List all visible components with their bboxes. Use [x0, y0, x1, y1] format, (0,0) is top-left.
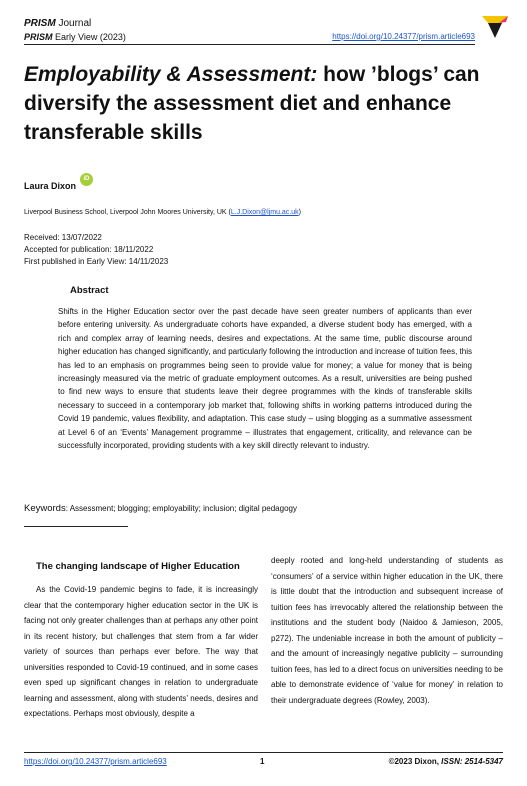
affiliation-text: Liverpool Business School, Liverpool John Moores University, UK (: [24, 209, 231, 216]
abstract-body: Shifts in the Higher Education sector over the past decade have seen greater numbers of applicants than ever before entering university. As undergraduate cohorts have expanded, a diverse student body has emerged, with a rich and complex array of learning needs, desires and expectations. At the same time, public discourse around higher education has changed significantly, and particularly following the introduction and increase of tuition fees, this has led to an emphasis on programmes being seen to provide value for money; a value for money that is being increasingly measured via the metric of graduate employment outcomes. As a result, universities are being pushed to find new ways to ensure that students leave their degree programmes with the kinds of transferable skills necessary to succeed in a contemporary job market that, following shifts in working patterns introduced during the Covid 19 pandemic, values flexibility, and adaptation. This case study – using blogging as a summative assessment at Level 6 of an ‘Events’ Management programme – illustrates that engagement, criticality, and relevance can be successfully incorporated, providing students with a key skill directly relevant to industry.: [58, 307, 472, 451]
author-email-link[interactable]: L.J.Dixon@ljmu.ac.uk: [230, 209, 299, 216]
publication-dates: [24, 232, 168, 268]
article-title-rest: how ’blogs’ can diversify the assessment diet and enhance transferable skills: [24, 63, 480, 144]
body-column-left: As the Covid-19 pandemic begins to fade, it is increasingly clear that the contemporary higher education sector in the UK is facing not only greater challenges than at perhaps any other point in its recent history, but challenges that stem from a far wider variety of sources than perhaps ever before. The way that universities responded to Covid-19 continued, and in some cases even sped up significant changes in relation to undergraduate learning and assessment, along with students’ needs, desires and expectations. Perhaps most obviously, despite a: [24, 585, 258, 718]
affiliation: [24, 209, 301, 216]
journal-name-rest: Journal: [55, 18, 92, 29]
affiliation-close: ): [298, 209, 301, 216]
section-heading: The changing landscape of Higher Education: [36, 561, 240, 572]
keywords-text: : Assessment; blogging; employability; inclusion; digital pedagogy: [65, 504, 297, 513]
header-doi-link[interactable]: https://doi.org/10.24377/prism.article693: [332, 32, 475, 41]
journal-name-strong: PRISM: [24, 18, 56, 29]
copyright: [389, 757, 503, 766]
section-divider: [24, 526, 128, 527]
header-divider: [24, 44, 475, 45]
page-number: 1: [260, 757, 265, 766]
author-name: Laura Dixon: [24, 181, 77, 191]
published-date: First published in Early View: 14/11/2023: [24, 257, 169, 266]
early-view-strong: PRISM: [24, 32, 53, 42]
orcid-icon[interactable]: iD: [80, 173, 93, 186]
footer-doi-link[interactable]: https://doi.org/10.24377/prism.article693: [24, 757, 167, 766]
keywords-label: Keywords: [24, 503, 66, 514]
prism-logo-icon: [480, 14, 510, 40]
copyright-text: ©2023 Dixon,: [388, 757, 442, 766]
accepted-date: Accepted for publication: 18/11/2022: [24, 245, 154, 254]
keywords: [24, 503, 297, 514]
article-title-italic: Employability & Assessment:: [24, 63, 318, 86]
article-title: [24, 60, 494, 147]
journal-name: [24, 18, 91, 30]
body-column-right: deeply rooted and long-held understanding of students as ‘consumers’ of a service within higher education in the UK, there is little doubt that the introduction and subsequent increase of tuition fees has irrevocably altered the relationship between the institutions and the student body (Naidoo & Jamieson, 2005, p272). The undeniable increase in both the amount of publicity – and the amount of increasingly negative publicity – surrounding tuition fees, has led to a direct focus on universities needing to be able to demonstrate evidence of ‘value for money’ in relation to their undergraduate degrees (Rowley, 2003).: [271, 556, 503, 705]
early-view-rest: Early View (2023): [52, 32, 126, 42]
footer-divider: [24, 752, 503, 753]
abstract-heading: Abstract: [70, 285, 109, 296]
issn: ISSN: 2514-5347: [441, 757, 503, 766]
received-date: Received: 13/07/2022: [24, 233, 102, 242]
early-view-label: [24, 31, 126, 43]
